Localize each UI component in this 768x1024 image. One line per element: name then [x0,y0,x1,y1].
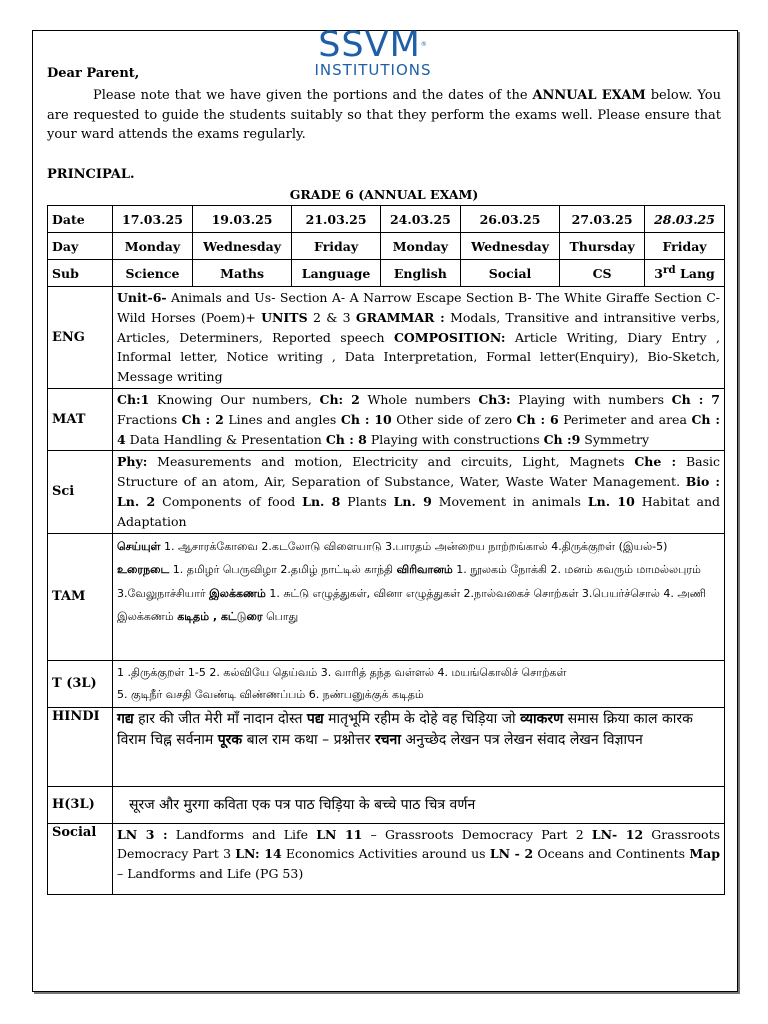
subject-label: TAM [48,533,113,660]
subject-cell: English [380,260,460,287]
portion-row-sci [48,451,725,533]
logo-subtitle: INSTITUTIONS [314,61,432,79]
day-cell: Monday [113,233,193,260]
portion-text: செய்யுள் 1. ஆசாரக்கோவை 2.கடலோடு விளையாடு 3.பாரதம் அன்றைய நாற்றங்கால் 4.திருக்குறள் (இயல்-5) உரைநடை 1. தமிழர் பெருவிழா 2.தமிழ் நாட்டில் காந்தி விரிவானம் 1. நூலகம் நோக்கி 2. மனம் கவரும் மாமல்லபுரம் 3.வேலுநாச்சியார் இலக்கணம் 1. சுட்டு எழுத்துகள், வினா எழுத்துகள் 2.நால்வகைச் சொற்கள் 3.பெயர்ச்சொல் 4. அணி இலக்கணம் கடிதம் , கட்டுரை பொது [113,533,725,660]
subject-label: Social [48,823,113,894]
intro-paragraph: Please note that we have given the portions and the dates of the ANNUAL EXAM below. You are requested to guide the students suitably so that they perform the exams well. Please ensure that your ward attends the exams regularly. [47,88,721,142]
row-label: Day [48,233,113,260]
grade-title: GRADE 6 (ANNUAL EXAM) [289,187,479,202]
portion-text: गद्य हार की जीत मेरी माँ नादान दोस्त पद्य मातृभूमि रहीम के दोहे वह चिड़िया जो व्याकरण समास क्रिया काल कारक विराम चिह्न सर्वनाम पूरक बाल राम कथा – प्रश्नोत्तर रचना अनुच्छेद लेखन पत्र लेखन संवाद लेखन विज्ञापन [113,707,725,786]
portion-text: Ch:1 Knowing Our numbers, Ch: 2 Whole numbers Ch3: Playing with numbers Ch : 7 Fractions Ch : 2 Lines and angles Ch : 10 Other side of zero Ch : 6 Perimeter and area Ch : 4 Data Handling & Presentation Ch : 8 Playing with constructions Ch :9 Symmetry [113,388,725,450]
date-cell: 26.03.25 [460,206,559,233]
subject-label: H(3L) [48,786,113,823]
logo-wordmark: SSVM® [318,25,428,65]
subject-cell: Science [113,260,193,287]
date-cell: 28.03.25 [645,206,725,233]
row-label: Date [48,206,113,233]
subject-cell: Maths [192,260,291,287]
subject-label: MAT [48,388,113,450]
portion-row-tam [48,533,725,660]
signoff: PRINCIPAL. [47,167,135,182]
row-label: Sub [48,260,113,287]
date-row [48,206,725,233]
portion-text [113,660,725,707]
portion-text: Phy: Measurements and motion, Electricity and circuits, Light, Magnets Che : Basic Structure of an atom, Air, Separation of Substance, Water, Waste Water Management. Bio : Ln. 2 Components of food Ln. 8 Plants Ln. 9 Movement in animals Ln. 10 Habitat and Adaptation [113,451,725,533]
greeting: Dear Parent, [47,66,140,81]
date-cell: 19.03.25 [192,206,291,233]
portion-text: सूरज और मुरगा कविता एक पत्र पाठ चिड़िया के बच्चे पाठ चित्र वर्णन [113,786,725,823]
day-row [48,233,725,260]
exam-schedule-table [47,205,725,895]
date-cell: 27.03.25 [560,206,645,233]
date-cell: 17.03.25 [113,206,193,233]
day-cell: Friday [645,233,725,260]
day-cell: Friday [292,233,381,260]
subject-cell: 3rd Lang [645,260,725,287]
portion-row-t3l [48,660,725,707]
portion-row-eng [48,287,725,389]
portion-text: Unit-6- Animals and Us- Section A- A Narrow Escape Section B- The White Giraffe Section C- Wild Horses (Poem)+ UNITS 2 & 3 GRAMMAR : Modals, Transitive and intransitive verbs, Articles, Determiners, Reported speech COMPOSITION: Article Writing, Diary Entry , Informal letter, Notice writing , Data Interpretation, Formal letter(Enquiry), Bio-Sketch, Message writing [113,287,725,389]
date-cell: 21.03.25 [292,206,381,233]
portion-row-h3l [48,786,725,823]
subject-label: HINDI [48,707,113,786]
subject-label: ENG [48,287,113,389]
ssvm-logo [298,25,448,79]
day-cell: Thursday [560,233,645,260]
subject-cell: CS [560,260,645,287]
portion-text: LN 3 : Landforms and Life LN 11 – Grassroots Democracy Part 2 LN- 12 Grassroots Democracy Part 3 LN: 14 Economics Activities around us LN - 2 Oceans and Continents Map – Landforms and Life (PG 53) [113,823,725,894]
t3l-line: 1 .திருக்குறள் 1-5 2. கல்வியே தெய்வம் 3. வாரித் தந்த வள்ளல் 4. மயங்கொலிச் சொற்கள் [117,665,567,679]
subject-cell: Language [292,260,381,287]
day-cell: Monday [380,233,460,260]
subject-label: T (3L) [48,660,113,707]
t3l-line: 5. குடிநீர் வசதி வேண்டி விண்ணப்பம் 6. நண்பனுக்குக் கடிதம் [117,687,424,701]
portion-row-hindi [48,707,725,786]
date-cell: 24.03.25 [380,206,460,233]
day-cell: Wednesday [460,233,559,260]
subject-row [48,260,725,287]
subject-label: Sci [48,451,113,533]
portion-row-social [48,823,725,894]
subject-cell: Social [460,260,559,287]
day-cell: Wednesday [192,233,291,260]
portion-row-mat [48,388,725,450]
